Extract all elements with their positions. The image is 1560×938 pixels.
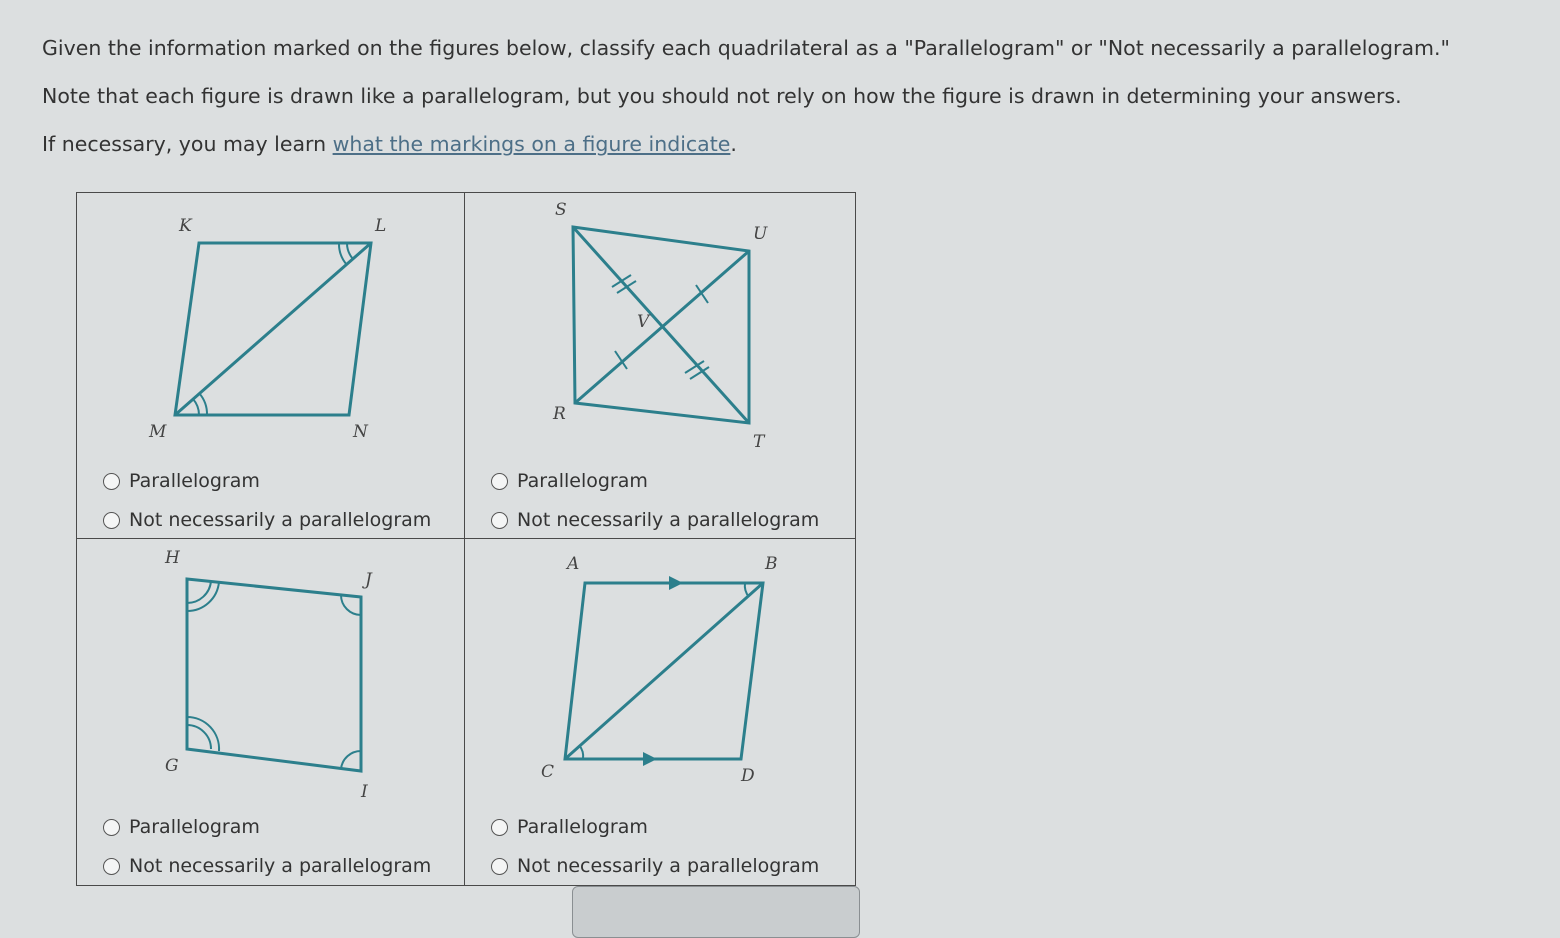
figures-grid (76, 192, 856, 886)
diagonal-st (573, 227, 749, 423)
diagonal-ru (575, 251, 749, 403)
radio-button[interactable] (103, 858, 120, 875)
vertex-label-h: H (165, 548, 180, 568)
option-parallelogram[interactable] (491, 470, 648, 492)
option-label: Parallelogram (129, 470, 260, 492)
angle-arc-h1 (187, 581, 211, 603)
instruction-line-3-suffix: . (730, 132, 737, 156)
vertex-label-g: G (165, 756, 179, 776)
angle-arc-l2 (339, 243, 347, 265)
instruction-line-2: Note that each figure is drawn like a parallelogram, but you should not rely on how the figure is drawn in determining your answers. (42, 84, 1402, 108)
vertex-label-l: L (375, 216, 387, 236)
instruction-line-1: Given the information marked on the figures below, classify each quadrilateral as a "Parallelogram" or "Not necessarily a parallelogram." (42, 36, 1450, 60)
option-label: Not necessarily a parallelogram (517, 509, 820, 531)
option-parallelogram[interactable] (491, 816, 648, 838)
vertex-label-t: T (753, 432, 765, 452)
vertex-label-k: K (179, 216, 192, 236)
option-label: Parallelogram (517, 816, 648, 838)
vertex-label-j: J (365, 570, 372, 590)
option-label: Parallelogram (517, 470, 648, 492)
angle-arc-i (341, 751, 361, 769)
angle-arc-g1 (187, 725, 211, 749)
diagonal-ml (175, 243, 371, 415)
angle-arc-b (745, 583, 749, 597)
figure-cell-abcd (465, 539, 855, 885)
vertex-label-s: S (555, 200, 567, 220)
vertex-label-a: A (567, 554, 580, 574)
vertex-label-u: U (753, 224, 768, 244)
vertex-label-n: N (353, 422, 368, 442)
option-not-necessarily[interactable] (103, 509, 431, 531)
quadrilateral-rstu-figure (465, 193, 855, 463)
figure-cell-klmn (77, 193, 465, 539)
quadrilateral-klmn-figure (77, 193, 465, 463)
angle-arc-m2 (199, 393, 207, 415)
angle-arc-m1 (193, 399, 199, 415)
vertex-label-r: R (553, 404, 566, 424)
option-label: Not necessarily a parallelogram (517, 855, 820, 877)
radio-button[interactable] (491, 512, 508, 529)
quadrilateral-ghij (187, 579, 361, 771)
angle-arc-c (579, 745, 583, 759)
figure-cell-rstu (465, 193, 855, 539)
parallel-arrow-ab (669, 576, 683, 590)
option-parallelogram[interactable] (103, 470, 260, 492)
option-label: Parallelogram (129, 816, 260, 838)
partially-visible-button[interactable] (572, 886, 860, 938)
vertex-label-c: C (541, 762, 555, 782)
radio-button[interactable] (491, 819, 508, 836)
parallel-arrow-cd (643, 752, 657, 766)
vertex-label-m: M (149, 422, 167, 442)
angle-arc-l1 (347, 243, 353, 259)
markings-help-link[interactable]: what the markings on a figure indicate (332, 132, 731, 156)
figure-cell-ghij (77, 539, 465, 885)
radio-button[interactable] (491, 858, 508, 875)
option-label: Not necessarily a parallelogram (129, 855, 432, 877)
quadrilateral-ghij-figure (77, 539, 465, 809)
radio-button[interactable] (103, 819, 120, 836)
diagonal-cb (565, 583, 763, 759)
instruction-line-3-prefix: If necessary, you may learn (42, 132, 333, 156)
radio-button[interactable] (103, 512, 120, 529)
option-label: Not necessarily a parallelogram (129, 509, 432, 531)
option-not-necessarily[interactable] (103, 855, 431, 877)
option-parallelogram[interactable] (103, 816, 260, 838)
quadrilateral-abcd-figure (465, 539, 855, 809)
vertex-label-i: I (361, 782, 368, 802)
option-not-necessarily[interactable] (491, 855, 819, 877)
angle-arc-g2 (187, 717, 219, 751)
radio-button[interactable] (491, 473, 508, 490)
radio-button[interactable] (103, 473, 120, 490)
vertex-label-d: D (741, 766, 755, 786)
vertex-label-b: B (765, 554, 778, 574)
option-not-necessarily[interactable] (491, 509, 819, 531)
vertex-label-v: V (637, 312, 650, 332)
instruction-line-3 (42, 132, 737, 156)
